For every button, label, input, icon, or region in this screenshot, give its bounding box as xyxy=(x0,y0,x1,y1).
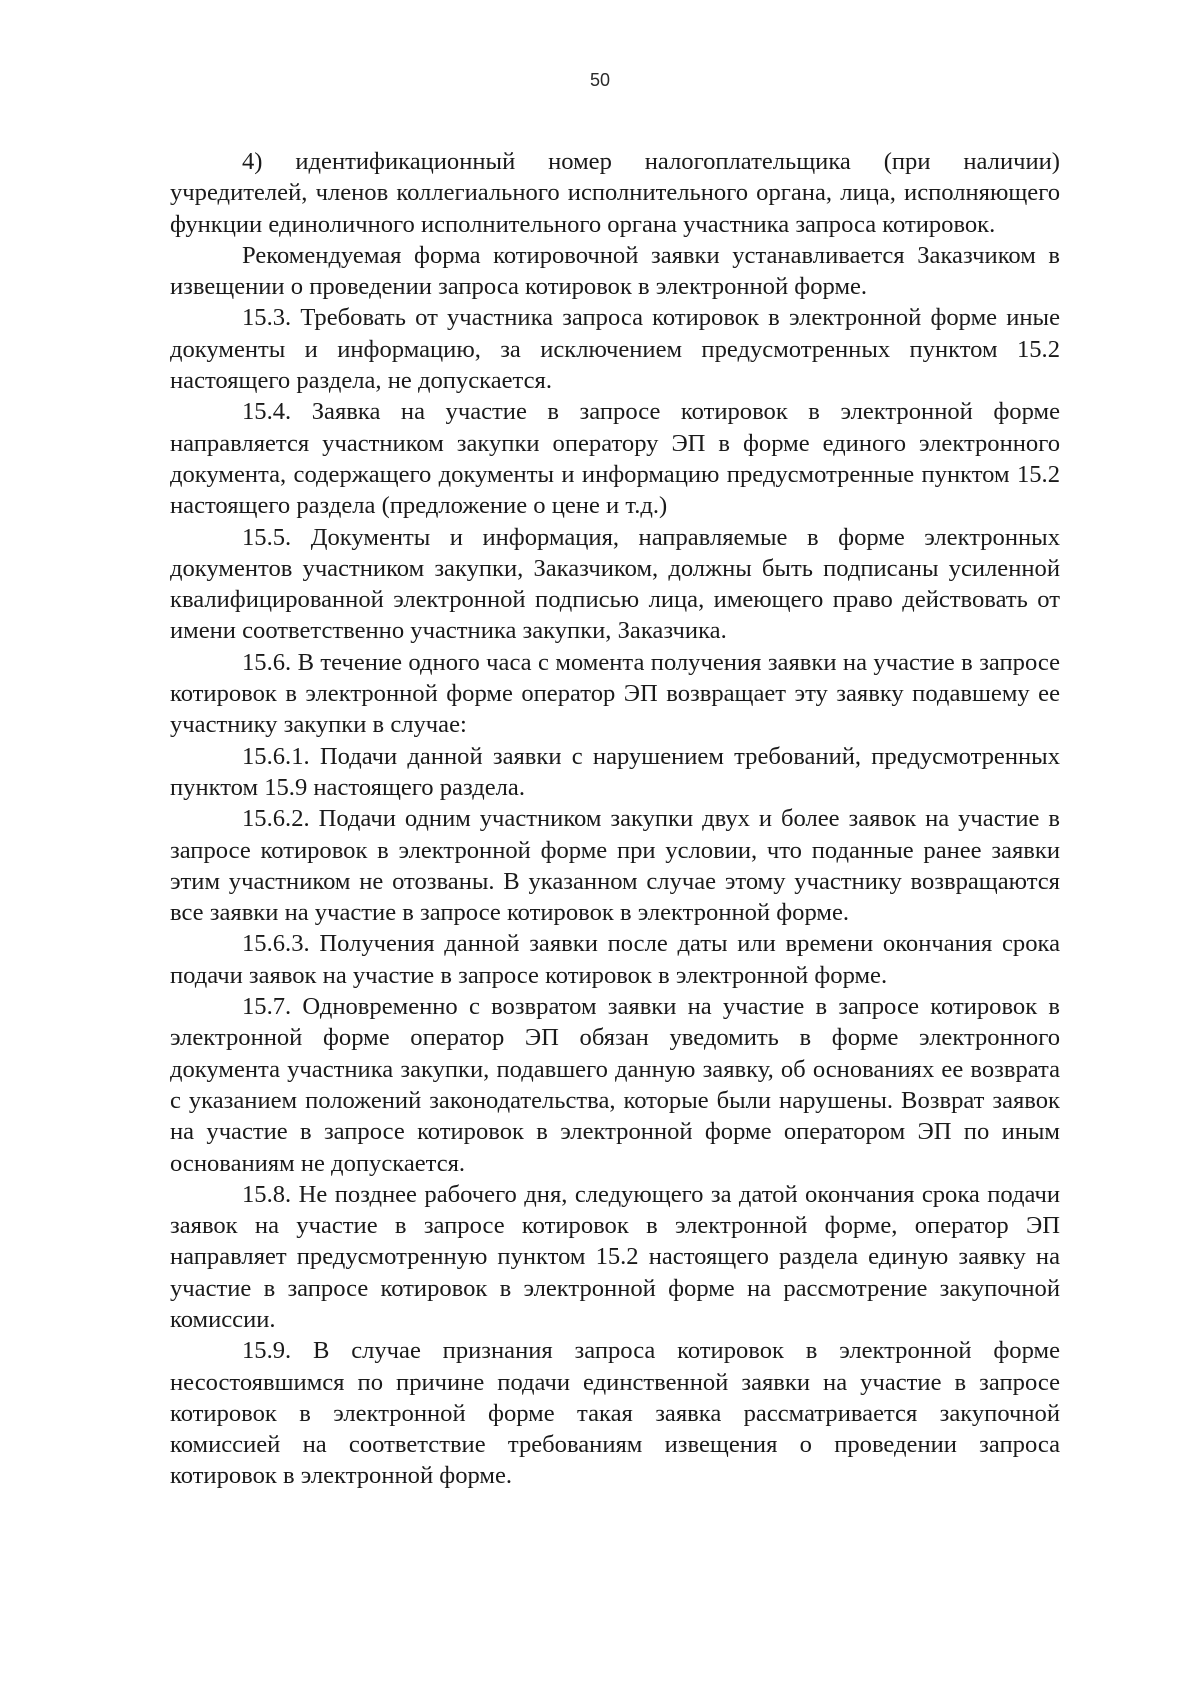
paragraph-15-6-1: 15.6.1. Подачи данной заявки с нарушением требований, предусмотренных пунктом 15.9 настоящего раздела. xyxy=(170,742,1060,801)
paragraph-15-5: 15.5. Документы и информация, направляемые в форме электронных документов участником закупки, Заказчиком, должны быть подписаны усиленной квалифицированной электронной подписью лица, имеющего право действовать от имени соответственно участника закупки, Заказчика. xyxy=(170,523,1060,645)
paragraph-15-6: 15.6. В течение одного часа с момента получения заявки на участие в запросе котировок в электронной форме оператор ЭП возвращает эту заявку подавшему ее участнику закупки в случае: xyxy=(170,648,1060,739)
paragraph-recommended-form: Рекомендуемая форма котировочной заявки устанавливается Заказчиком в извещении о проведении запроса котировок в электронной форме. xyxy=(170,241,1060,301)
paragraph-15-8: 15.8. Не позднее рабочего дня, следующего за датой окончания срока подачи заявок на участие в запросе котировок в электронной форме, оператор ЭП направляет предусмотренную пунктом 15.2 настоящего раздела единую заявку на участие в запросе котировок в электронной форме на рассмотрение закупочной комиссии. xyxy=(170,1180,1060,1333)
paragraph-15-3: 15.3. Требовать от участника запроса котировок в электронной форме иные документы и информацию, за исключением предусмотренных пунктом 15.2 настоящего раздела, не допускается. xyxy=(170,304,1060,395)
paragraph-15-4: 15.4. Заявка на участие в запросе котировок в электронной форме направляется участником закупки оператору ЭП в форме единого электронного документа, содержащего документы и информацию предусмотренные пунктом 15.2 настоящего раздела (предложение о цене и т.д.) xyxy=(170,398,1060,520)
paragraph-15-7: 15.7. Одновременно с возвратом заявки на участие в запросе котировок в электронной форме оператор ЭП обязан уведомить в форме электронного документа участника закупки, подавшего данную заявку, об основаниях ее возврата с указанием положений законодательства, которые были нарушены. Возврат заявок на участие в запросе котировок в электронной форме оператором ЭП по иным основаниям не допускается. xyxy=(170,993,1060,1177)
page-number: 50 xyxy=(589,70,611,90)
paragraph-15-9: 15.9. В случае признания запроса котировок в электронной форме несостоявшимся по причине подачи единственной заявки на участие в запросе котировок в электронной форме такая заявка рассматривается закупочной комиссией на соответствие требованиям извещения о проведении запроса котировок в электронной форме. xyxy=(170,1337,1060,1490)
paragraph-15-6-3: 15.6.3. Получения данной заявки после даты или времени окончания срока подачи заявок на участие в запросе котировок в электронной форме. xyxy=(170,930,1060,989)
paragraph-15-6-2: 15.6.2. Подачи одним участником закупки двух и более заявок на участие в запросе котировок в электронной форме при условии, что поданные ранее заявки этим участником не отозваны. В указанном случае этому участнику возвращаются все заявки на участие в запросе котировок в электронной форме. xyxy=(170,805,1060,927)
document-body xyxy=(170,146,1060,1492)
paragraph-item-4: 4) идентификационный номер налогоплательщика (при наличии) учредителей, членов коллегиального исполнительного органа, лица, исполняющего функции единоличного исполнительного органа участника запроса котировок. xyxy=(170,148,1060,238)
